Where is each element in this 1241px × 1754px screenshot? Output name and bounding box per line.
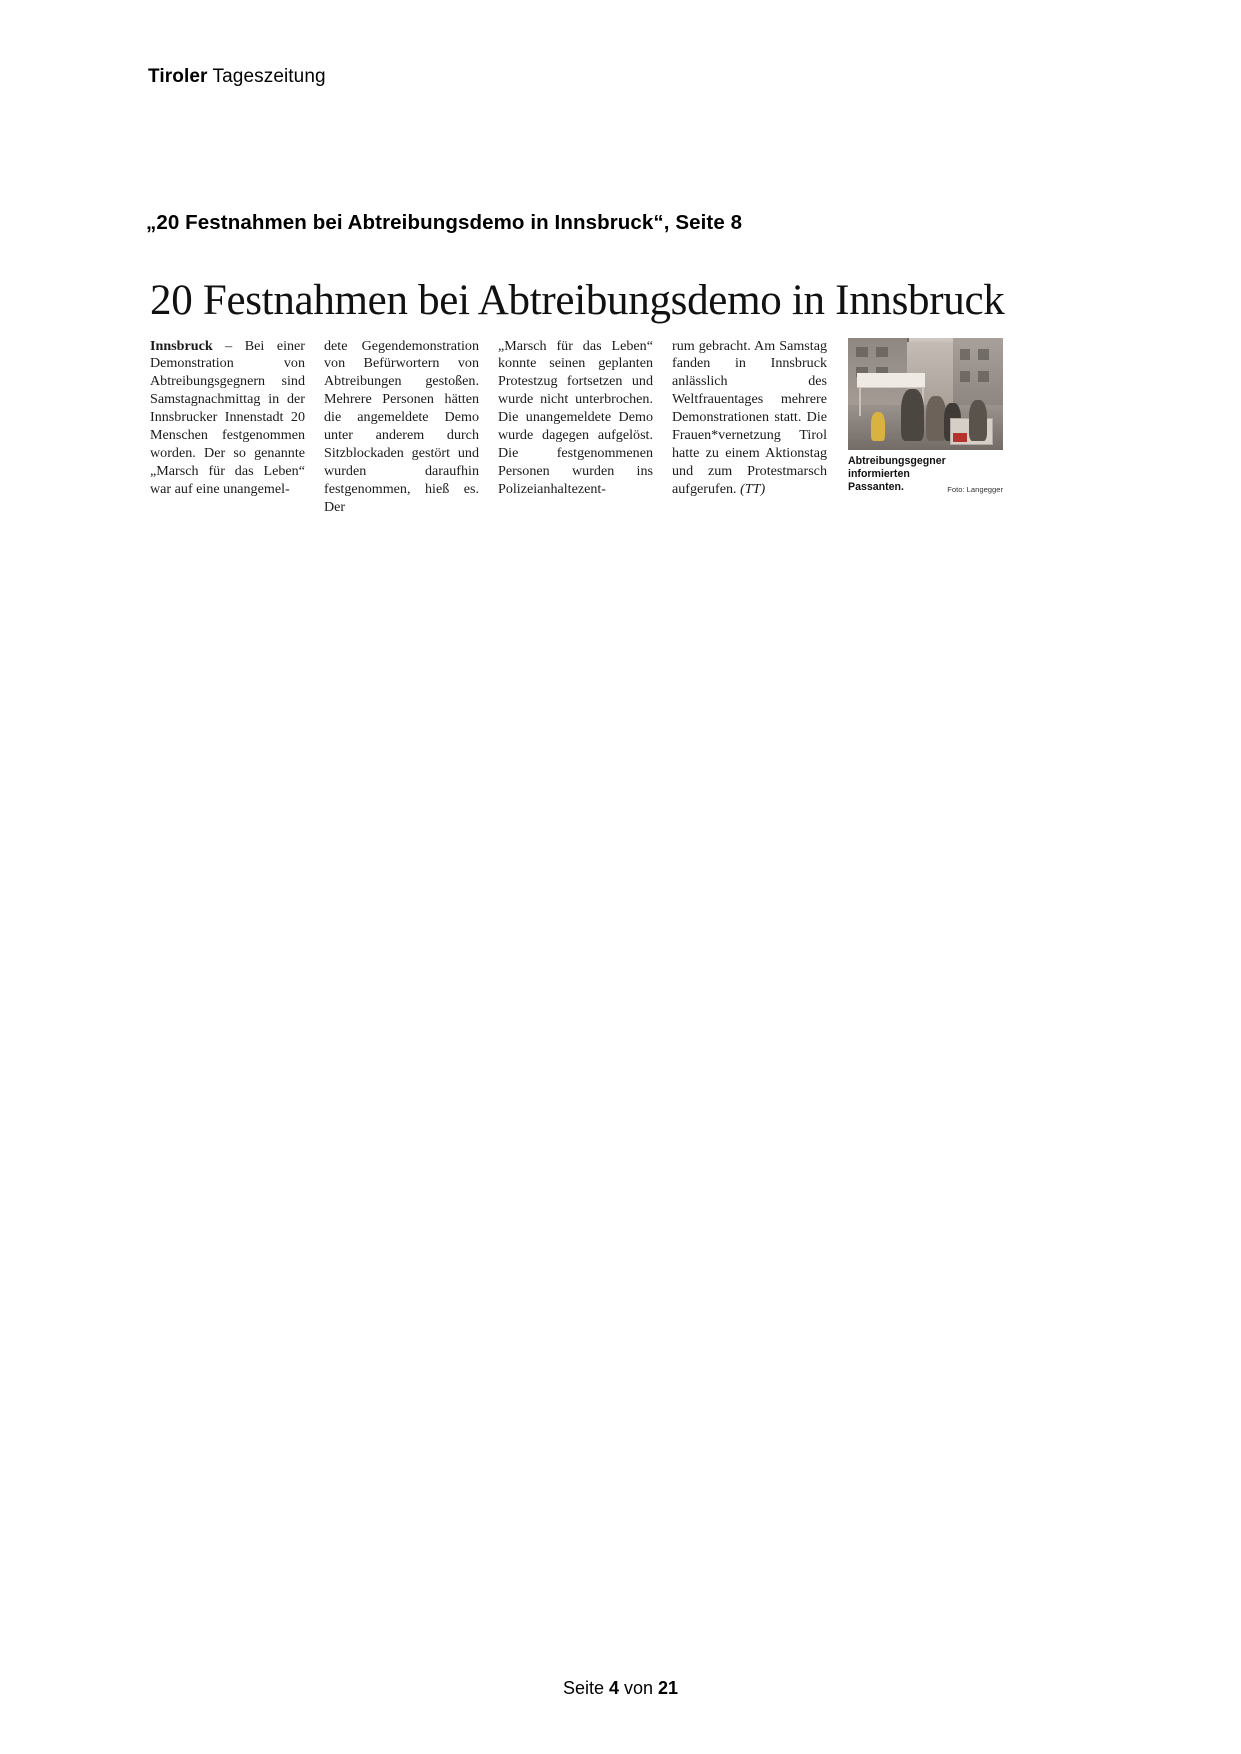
masthead [148,66,326,88]
photo-credit: Foto: Langegger [947,484,1003,494]
article-column-3 [498,338,653,499]
article-column-2-text: dete Gegendemonstration von Befürwortern von Abtreibungen gestoßen. Mehrere Personen hätten die angemeldete Demo unter anderem durch Sitzblockaden gestört und wurden daraufhin festgenommen, hieß es. Der [324,337,479,515]
article-source-tag: (TT) [740,480,766,497]
photo-window [960,349,971,360]
photo-window [856,347,868,357]
photo-tent-leg [859,387,861,416]
photo-window [978,371,989,382]
masthead-brand-light: Tageszeitung [207,66,326,87]
article-lead-city: Innsbruck [150,337,213,354]
footer-page-total: 21 [658,1678,679,1698]
article-photo-block [848,338,1003,495]
article-headline: 20 Festnahmen bei Abtreibungsdemo in Innsbruck [150,277,1005,324]
page-footer [0,1678,1241,1699]
document-caption: „20 Festnahmen bei Abtreibungsdemo in Innsbruck“, Seite 8 [146,211,743,234]
photo-window [978,349,989,360]
footer-middle: von [618,1678,659,1698]
photo-tent [857,373,925,386]
photo-banner-accent [953,433,967,442]
masthead-brand-bold: Tiroler [148,66,208,87]
article-body [150,338,1092,517]
footer-page-number: 4 [608,1678,619,1698]
photo-person [901,389,924,441]
article-column-4 [672,338,827,499]
photo-person [871,412,885,441]
photo-window [876,347,888,357]
photo-caption [848,455,1003,495]
photo-window [960,371,971,382]
article-photo [848,338,1003,450]
photo-caption-line-1: Abtreibungsgegner informierten [848,454,946,480]
footer-prefix: Seite [562,1678,609,1698]
article-column-1 [150,338,305,499]
newspaper-clipping [150,278,1092,516]
photo-person [969,400,988,440]
article-column-1-text: Bei einer Demonstration von Abtreibungsgegnern sind Samstagnachmittag in der Innsbrucker Innenstadt 20 Menschen festgenommen worden. Der so genannte „Marsch für das Leben“ war auf eine unangemel- [150,337,306,497]
article-column-3-text: „Marsch für das Leben“ konnte seinen geplanten Protestzug fortsetzen und wurde nicht unterbrochen. Die unangemeldete Demo wurde dagegen aufgelöst. Die festgenommenen Personen wurden ins Polizeianhaltezent- [498,337,653,497]
photo-caption-line-2: Passanten. [848,481,904,494]
article-column-2 [324,338,479,517]
photo-person [926,396,946,441]
article-lead-dash: – [212,337,245,354]
article-column-4-text: rum gebracht. Am Samstag fanden in Innsbruck anlässlich des Weltfrauentages mehrere Demonstrationen statt. Die Frauen*vernetzung Tirol hatte zu einem Aktionstag und zum Protestmarsch aufgerufen. [672,337,827,497]
